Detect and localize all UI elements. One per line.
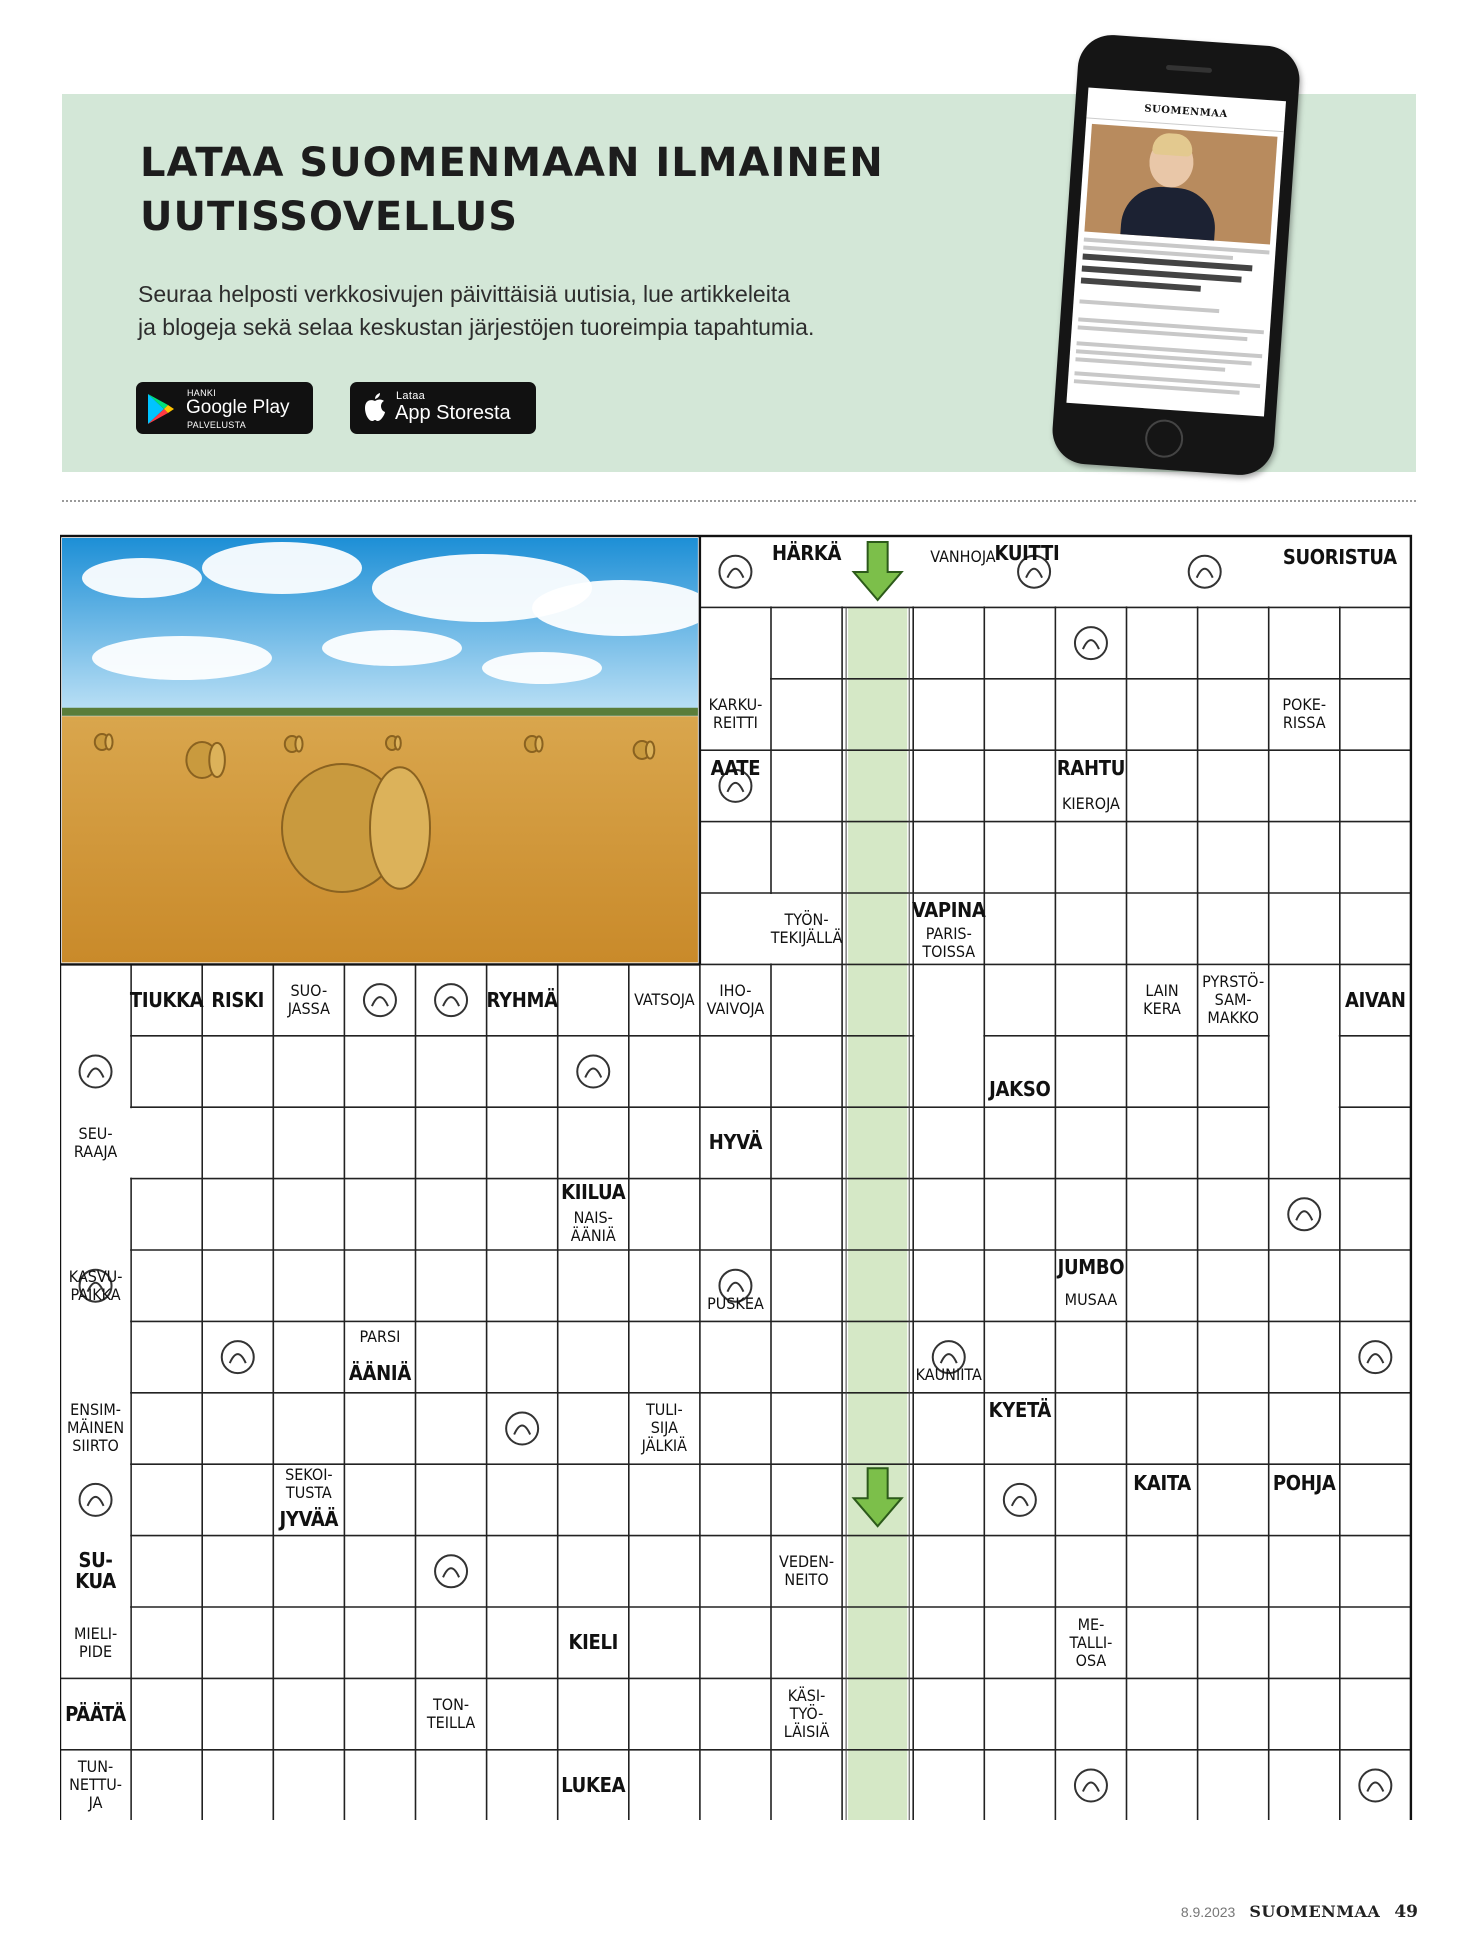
clue-label: KUITTI [994, 541, 1060, 566]
clue-label: ÄÄNIÄ [348, 1360, 411, 1385]
crossword-grid [60, 0, 1420, 1820]
google-play-label: Google Play [186, 397, 290, 418]
solution-column-highlight [848, 607, 907, 1820]
clue-label: JUMBO [1057, 1255, 1125, 1280]
clue-label: JYVÄÄ [279, 1507, 339, 1532]
clue-cell [1270, 1108, 1339, 1177]
google-play-top-label: HANKI [187, 388, 217, 398]
clue-label: KARKU- REITTI [708, 695, 763, 733]
clue-cell [1341, 1322, 1410, 1391]
clue-label: PARSI [359, 1327, 401, 1347]
cloud [482, 652, 602, 684]
cloud [92, 636, 272, 680]
tube-icon [1004, 1484, 1036, 1516]
clue-label: RISKI [211, 987, 265, 1012]
promo-title-line-2: UUTISSOVELLUS [140, 194, 518, 240]
google-play-bottom-label: PALVELUSTA [187, 420, 247, 430]
app-store-label: App Storesta [395, 402, 511, 424]
clue-label: KAUNIITA [915, 1364, 982, 1384]
clue-label: KIELI [568, 1630, 619, 1655]
clue-label: RYHMÄ [486, 987, 558, 1012]
crossword-puzzle [60, 0, 1420, 1820]
clue-label: MIELI- PIDE [73, 1623, 118, 1661]
clue-label: VANHOJA [930, 547, 996, 567]
clue-label: KYETÄ [988, 1398, 1052, 1423]
hay-bale-end [535, 736, 542, 751]
clue-label: ENSIM- MÄINEN SIIRTO [66, 1400, 125, 1456]
clue-label: RAHTU [1056, 755, 1126, 780]
clue-label: SU- KUA [75, 1548, 116, 1594]
page-number: 49 [1394, 1902, 1418, 1922]
footer-brand: SUOMENMAA [1249, 1902, 1381, 1921]
clue-label: TON- TEILLA [426, 1695, 476, 1733]
clue-label: SUORISTUA [1282, 544, 1397, 569]
clue-cell [559, 1037, 628, 1106]
promo-description-line-2: ja blogeja sekä selaa keskustan järjestöjen tuoreimpia tapahtumia. [138, 314, 815, 340]
clue-cell [1056, 1751, 1125, 1820]
clue-label: TYÖN- TEKIJÄLLÄ [770, 909, 843, 947]
clue-label: PUSKEA [707, 1293, 764, 1313]
app-store-top-label: Lataa [396, 390, 426, 402]
clue-label: VEDEN- NEITO [779, 1552, 835, 1590]
hay-bale-end [295, 736, 302, 751]
hay-bale-end [646, 741, 654, 758]
oval-icon-detail [443, 997, 459, 1006]
clue-label: KAITA [1133, 1471, 1191, 1496]
clue-label: KIILUA [561, 1180, 626, 1205]
clue-label: TULI- SIJA JÄLKIÄ [641, 1400, 688, 1456]
cap-icon-detail [1296, 1211, 1312, 1220]
tree-icon-detail [443, 1568, 459, 1577]
oval-icon [435, 984, 467, 1016]
clue-label: AATE [710, 755, 761, 780]
clue-label: KASVU- PAIKKA [68, 1266, 123, 1304]
clue-label: PARIS- TOISSA [922, 923, 976, 961]
hay-bale-end [105, 734, 112, 749]
clue-label: TIUKKA [129, 987, 204, 1012]
mouth-icon [364, 984, 396, 1016]
signature-icon-detail [1367, 1783, 1383, 1792]
clue-label: PÄÄTÄ [65, 1701, 126, 1726]
phone-brand: SUOMENMAA [1143, 103, 1229, 121]
clue-cell [1056, 608, 1125, 677]
clue-label: HÄRKÄ [771, 541, 842, 566]
clue-label: VATSOJA [634, 990, 695, 1010]
clue-label: NAIS- ÄÄNIÄ [570, 1207, 616, 1245]
clue-label: SEU- RAAJA [73, 1123, 118, 1161]
hay-bale-end [370, 767, 430, 889]
clue-label: IHO- VAIVOJA [706, 981, 765, 1019]
clue-label: SEKOI- TUSTA [285, 1464, 333, 1502]
clue-label: LUKEA [561, 1772, 626, 1797]
issue-date: 8.9.2023 [1180, 1904, 1236, 1920]
clue-label: POKE- RISSA [1282, 695, 1327, 733]
clue-cell [488, 1394, 557, 1463]
clue-label: KÄSI- TYÖ- LÄISIÄ [783, 1686, 830, 1742]
picture-treeline [62, 708, 698, 716]
clue-label: MUSAA [1064, 1289, 1118, 1309]
hay-bale-end [209, 743, 225, 777]
hay-bale-end [395, 736, 401, 749]
clue-cell [61, 1322, 130, 1391]
promo-title-line-1: LATAA SUOMENMAAN ILMAINEN [140, 140, 884, 186]
clue-label: KIEROJA [1061, 793, 1120, 813]
cloud [82, 558, 202, 598]
cloud [322, 630, 462, 666]
clue-label: POHJA [1272, 1471, 1336, 1496]
page-footer [1181, 1902, 1418, 1922]
clue-label: LAIN KERA [1143, 981, 1181, 1019]
clue-cell [1056, 1465, 1125, 1534]
clue-cell [701, 823, 770, 892]
cloud [532, 580, 712, 636]
clue-label: ME- TALLI- OSA [1069, 1614, 1113, 1670]
tube-icon-detail [1012, 1497, 1028, 1506]
tree-icon [435, 1555, 467, 1587]
clue-label: HYVÄ [708, 1130, 763, 1155]
clue-cell [914, 965, 983, 1106]
clue-cell [203, 1322, 272, 1391]
clue-label: PYRSTÖ- SAM- MAKKO [1202, 972, 1265, 1028]
mouth-icon-detail [372, 997, 388, 1006]
clue-cell [61, 1037, 130, 1106]
clue-label: TUN- NETTU- JA [69, 1757, 122, 1813]
cloud [202, 542, 362, 594]
cap-icon [1288, 1198, 1320, 1230]
clue-label: AIVAN [1345, 987, 1406, 1012]
promo-description-line-1: Seuraa helposti verkkosivujen päivittäisiä uutisia, lue artikkeleita [138, 281, 791, 307]
clue-label: SUO- JASSA [287, 981, 330, 1019]
clue-label: JAKSO [989, 1076, 1051, 1101]
clue-label: VAPINA [911, 898, 986, 923]
signature-icon [1359, 1770, 1391, 1802]
